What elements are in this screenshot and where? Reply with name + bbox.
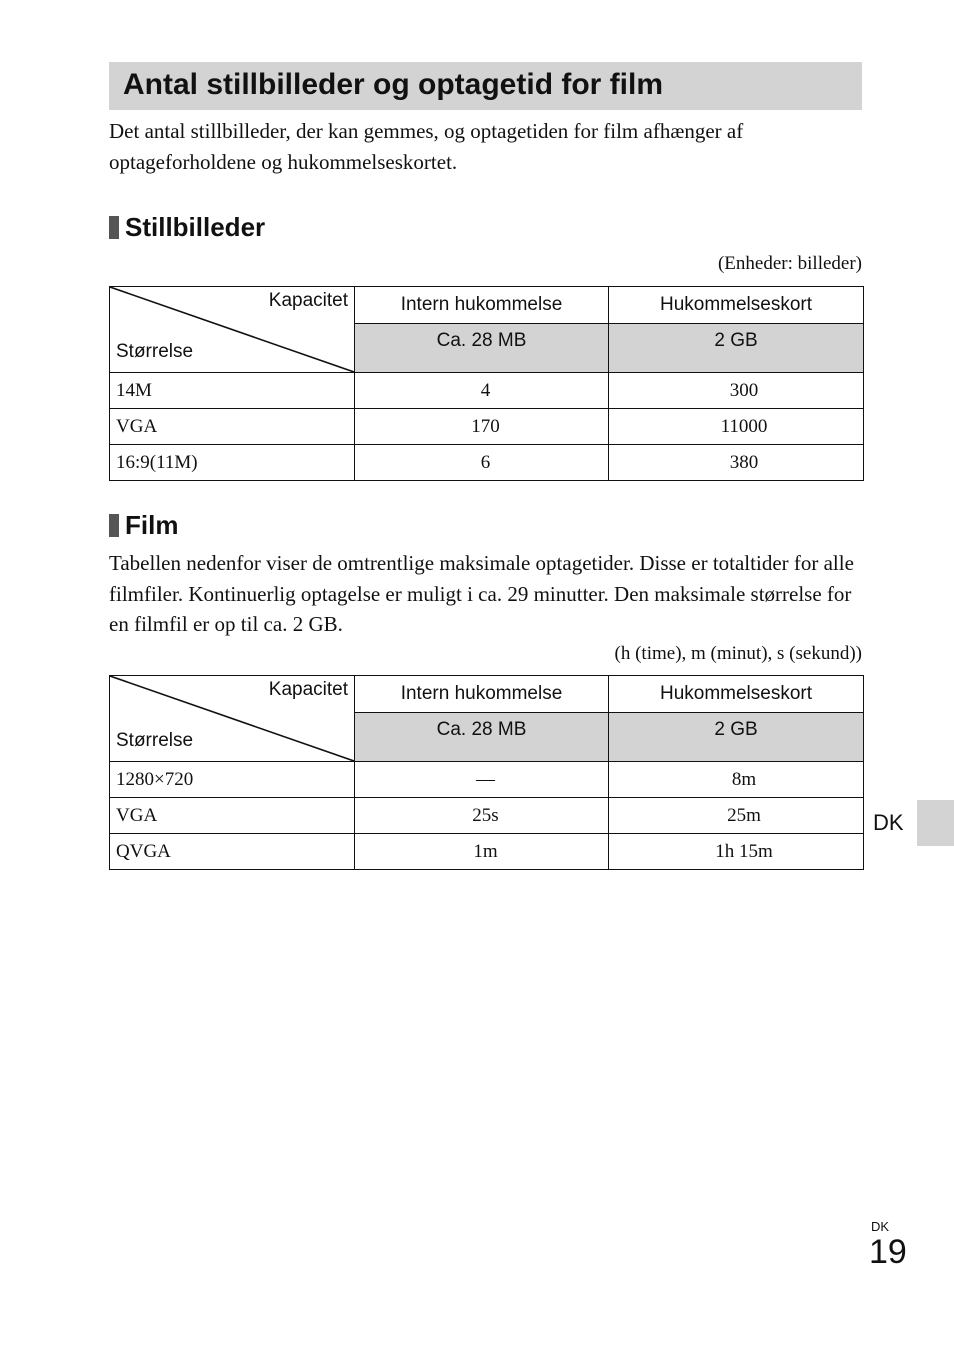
row-internal: 25s bbox=[355, 798, 609, 834]
stills-heading bbox=[109, 212, 265, 243]
col-internal-header: Intern hukommelse bbox=[355, 287, 609, 324]
row-internal: 6 bbox=[355, 445, 609, 481]
col-card-header: Hukommelseskort bbox=[609, 676, 864, 713]
row-internal: 1m bbox=[355, 834, 609, 870]
table-row bbox=[110, 798, 864, 834]
film-unit-note: (h (time), m (minut), s (sekund)) bbox=[614, 643, 862, 664]
col-card-subheader: 2 GB bbox=[609, 324, 864, 373]
table-row bbox=[110, 445, 864, 481]
table-row bbox=[110, 409, 864, 445]
col-card-header: Hukommelseskort bbox=[609, 287, 864, 324]
film-corner-cell bbox=[110, 676, 355, 762]
table-row bbox=[110, 762, 864, 798]
stills-unit-note: (Enheder: billeder) bbox=[717, 253, 862, 274]
language-tab-label: DK bbox=[873, 810, 904, 835]
language-side-tab bbox=[917, 800, 954, 846]
row-size: QVGA bbox=[110, 834, 355, 870]
film-table bbox=[109, 675, 864, 870]
row-size: VGA bbox=[110, 798, 355, 834]
size-label: Størrelse bbox=[116, 730, 194, 751]
page-language-label: DK bbox=[871, 1219, 890, 1234]
row-internal: 4 bbox=[355, 373, 609, 409]
section-marker-icon bbox=[109, 514, 119, 537]
film-heading bbox=[109, 510, 178, 541]
row-internal: 170 bbox=[355, 409, 609, 445]
row-card: 300 bbox=[609, 373, 864, 409]
capacity-label: Kapacitet bbox=[268, 679, 348, 700]
page-title: Antal stillbilleder og optagetid for film bbox=[123, 68, 664, 101]
row-card: 380 bbox=[609, 445, 864, 481]
row-card: 25m bbox=[609, 798, 864, 834]
row-card: 1h 15m bbox=[609, 834, 864, 870]
title-bar bbox=[109, 62, 862, 110]
film-paragraph: Tabellen nedenfor viser de omtrentlige maksimale optagetider. Disse er totaltider for alle filmfiler. Kontinuerlig optagelse er muligt i ca. 29 minutter. Den maksimale størrelse for en filmfil er op til ca. 2 GB. bbox=[109, 551, 854, 636]
row-size: 14M bbox=[110, 373, 355, 409]
row-internal: — bbox=[355, 762, 609, 798]
col-card-subheader: 2 GB bbox=[609, 713, 864, 762]
film-heading-text: Film bbox=[125, 510, 179, 540]
intro-paragraph: Det antal stillbilleder, der kan gemmes, og optagetiden for film afhænger af optageforholdene og hukommelseskortet. bbox=[109, 119, 744, 174]
page-number: 19 bbox=[869, 1233, 907, 1271]
row-card: 11000 bbox=[609, 409, 864, 445]
stills-heading-text: Stillbilleder bbox=[125, 212, 266, 242]
col-internal-header: Intern hukommelse bbox=[355, 676, 609, 713]
stills-table bbox=[109, 286, 864, 481]
col-internal-subheader: Ca. 28 MB bbox=[355, 324, 609, 373]
row-size: VGA bbox=[110, 409, 355, 445]
row-size: 16:9(11M) bbox=[110, 445, 355, 481]
row-card: 8m bbox=[609, 762, 864, 798]
stills-corner-cell bbox=[110, 287, 355, 373]
section-marker-icon bbox=[109, 216, 119, 239]
row-size: 1280×720 bbox=[110, 762, 355, 798]
table-row bbox=[110, 834, 864, 870]
size-label: Størrelse bbox=[116, 341, 194, 362]
capacity-label: Kapacitet bbox=[268, 290, 348, 311]
table-row bbox=[110, 373, 864, 409]
col-internal-subheader: Ca. 28 MB bbox=[355, 713, 609, 762]
